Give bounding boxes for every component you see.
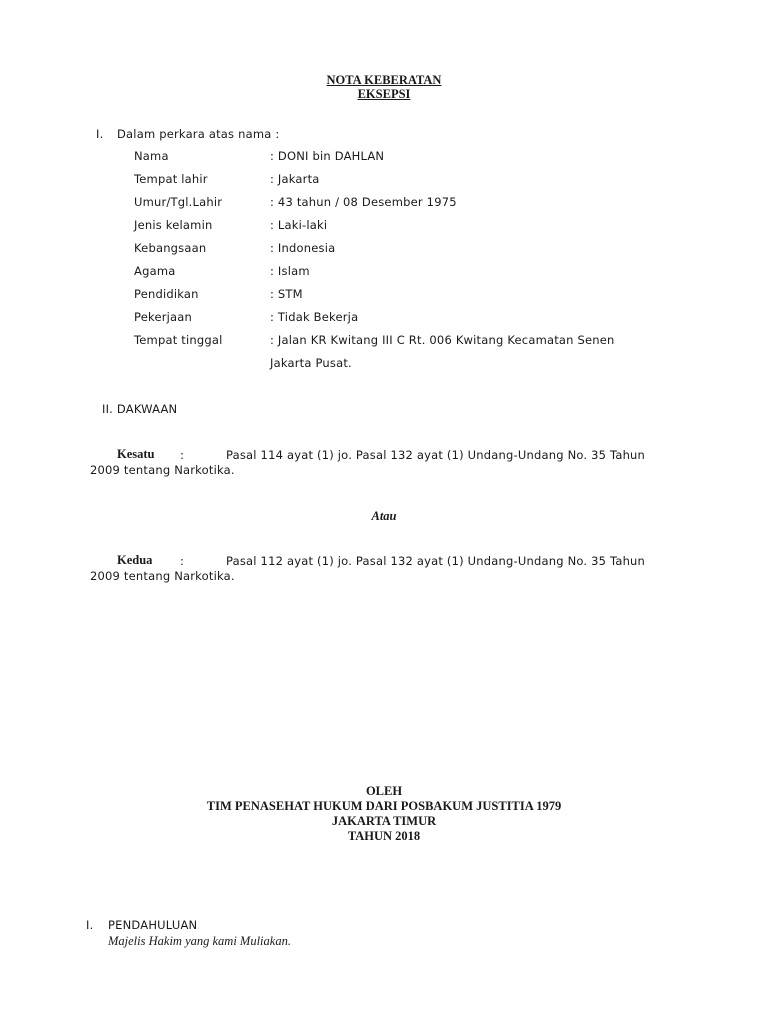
address-continuation: Jakarta Pusat. (270, 356, 352, 370)
intro-number: I. (86, 918, 94, 932)
author-year: TAHUN 2018 (347, 829, 421, 843)
charge-colon: : (180, 448, 185, 462)
document-title (0, 73, 768, 101)
field-value: : STM (270, 287, 303, 301)
field-value: : Islam (270, 264, 310, 278)
charge-text-line2: 2009 tentang Narkotika. (90, 463, 235, 477)
field-value: : Laki-laki (270, 218, 328, 232)
field-label: Tempat lahir (134, 172, 208, 186)
charge-text-line1: Pasal 112 ayat (1) jo. Pasal 132 ayat (1) Undang-Undang No. 35 Tahun (226, 554, 646, 568)
charge-separator: Atau (371, 509, 397, 523)
charge-text-line2: 2009 tentang Narkotika. (90, 569, 235, 583)
intro-heading: PENDAHULUAN (108, 918, 198, 932)
field-value: : DONI bin DAHLAN (270, 149, 385, 163)
field-label: Umur/Tgl.Lahir (134, 195, 223, 209)
title-eksepsi: EKSEPSI (357, 87, 411, 101)
field-value: : Jalan KR Kwitang III C Rt. 006 Kwitang Kecamatan Senen (270, 333, 615, 347)
title-nota-keberatan: NOTA KEBERATAN (326, 73, 442, 87)
charge-colon: : (180, 554, 185, 568)
section-i-number: I. (96, 127, 104, 141)
field-label: Jenis kelamin (134, 218, 213, 232)
field-label: Tempat tinggal (134, 333, 223, 347)
field-value: : 43 tahun / 08 Desember 1975 (270, 195, 457, 209)
field-label: Agama (134, 264, 176, 278)
section-i-heading: Dalam perkara atas nama : (117, 127, 280, 141)
field-value: : Tidak Bekerja (270, 310, 359, 324)
field-value: : Indonesia (270, 241, 336, 255)
field-label: Kebangsaan (134, 241, 207, 255)
field-label: Pendidikan (134, 287, 199, 301)
charge-label: Kedua (117, 553, 153, 567)
field-label: Nama (134, 149, 169, 163)
charge-text-line1: Pasal 114 ayat (1) jo. Pasal 132 ayat (1) Undang-Undang No. 35 Tahun (226, 448, 646, 462)
field-value: : Jakarta (270, 172, 320, 186)
charge-label: Kesatu (117, 447, 155, 461)
author-oleh: OLEH (365, 784, 403, 798)
intro-salutation: Majelis Hakim yang kami Muliakan. (108, 934, 291, 948)
author-location: JAKARTA TIMUR (331, 814, 437, 828)
section-ii-heading: II. DAKWAAN (102, 402, 178, 416)
author-block (0, 784, 768, 844)
field-label: Pekerjaan (134, 310, 193, 324)
author-team: TIM PENASEHAT HUKUM DARI POSBAKUM JUSTITIA 1979 (206, 799, 562, 813)
